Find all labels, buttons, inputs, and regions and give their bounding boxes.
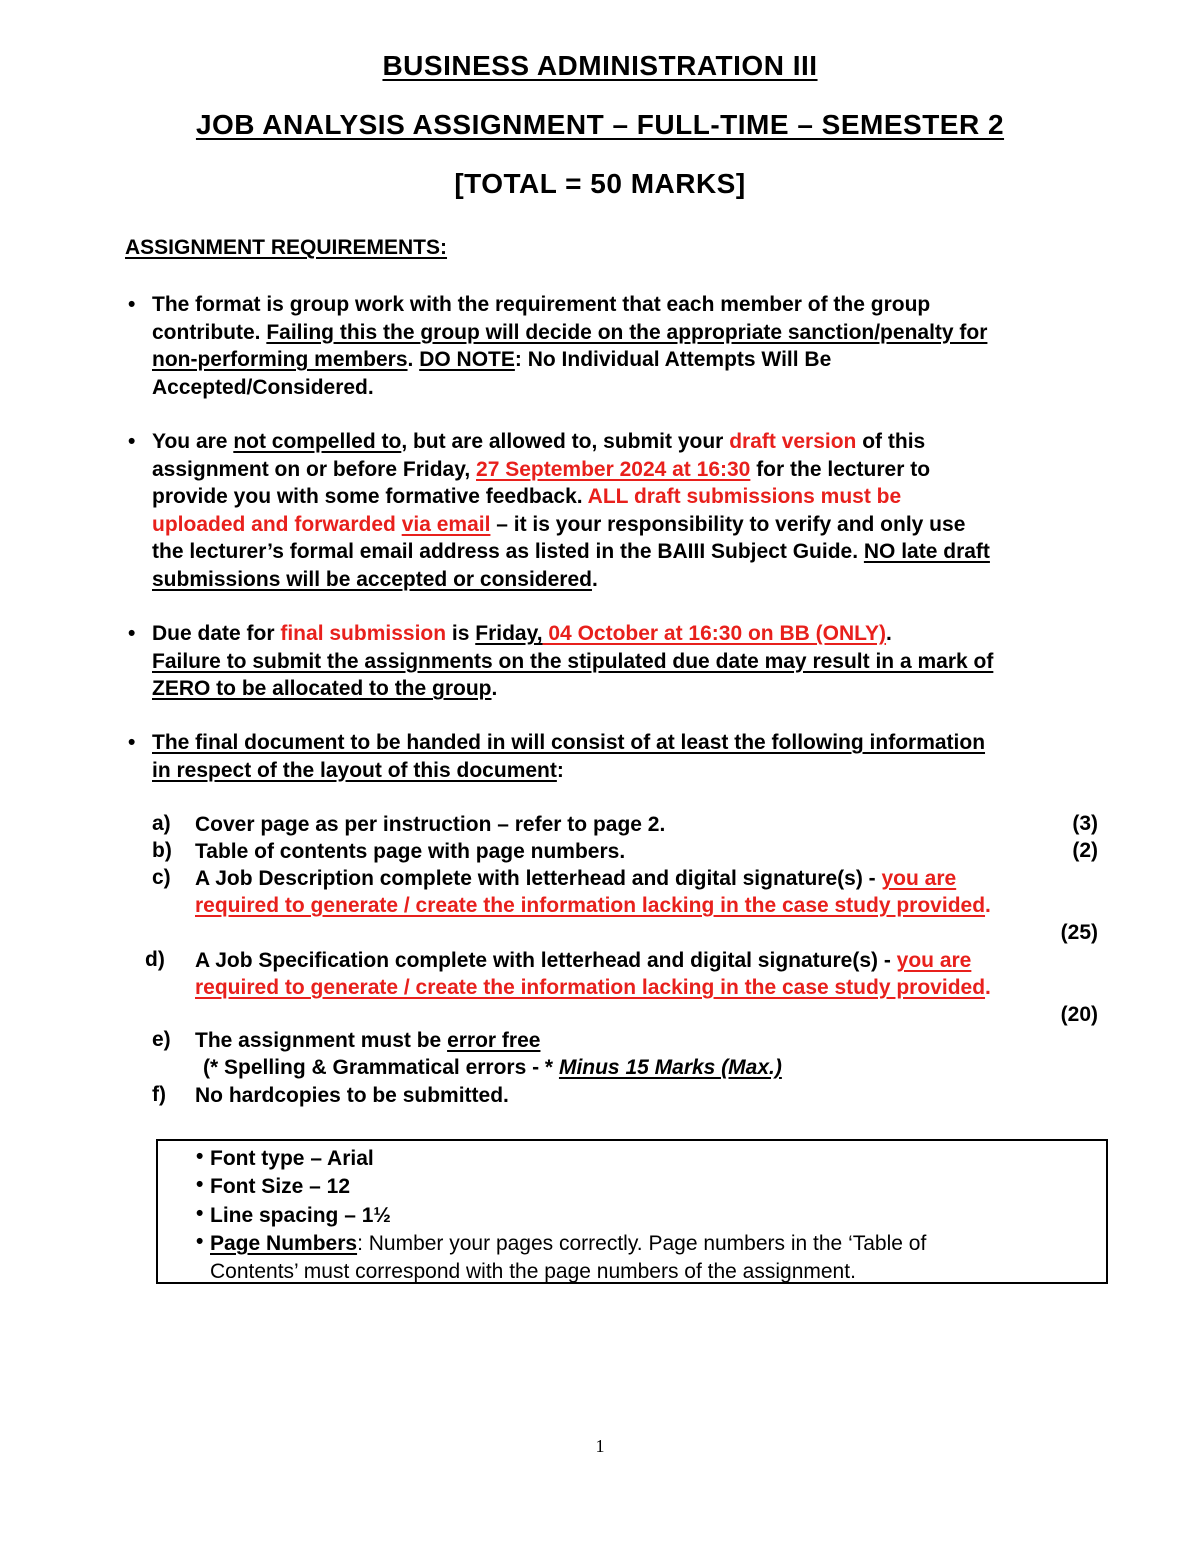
item-a-text: Cover page as per instruction – refer to page 2. — [195, 813, 666, 836]
bullet-due-date: Due date for final submission is Friday, 04 October at 16:30 on BB (ONLY). Failure to submit the assignments on the stipulated due date may result in a mark of ZERO to be allocated to the group. — [152, 622, 994, 701]
item-d-marks: (20) — [1060, 1003, 1098, 1026]
bullet-marker: • — [128, 731, 136, 754]
bullet-draft-submission: You are not compelled to, but are allowed to, submit your draft version of this assignment on or before Friday, 27 September 2024 at 16:30 for the lecturer to provide you with some formative feedback. ALL draft submissions must be uploaded and forwarded via email – it is your responsibility to verify and only use the lecturer’s formal email address as listed in the BAIII Subject Guide. NO late draft submissions will be accepted or considered. — [152, 430, 990, 591]
line-spacing: Line spacing – 1½ — [210, 1204, 391, 1227]
font-size: Font Size – 12 — [210, 1175, 351, 1198]
bullet-group-work: The format is group work with the requirement that each member of the group contribute. Failing this the group will decide on the appropriate sanction/penalty for non-performing members. DO NOTE: No Individual Attempts Will Be Accepted/Considered. — [152, 293, 988, 399]
item-c-marks: (25) — [1060, 921, 1098, 944]
total-marks: [TOTAL = 50 MARKS] — [454, 168, 746, 199]
item-f-label: f) — [152, 1083, 166, 1106]
font-type: Font type – Arial — [210, 1147, 374, 1170]
item-f-text: No hardcopies to be submitted. — [195, 1084, 509, 1107]
item-b-marks: (2) — [1072, 839, 1098, 862]
bullet-final-document: The final document to be handed in will consist of at least the following information in respect of the layout of this document: — [152, 731, 986, 782]
subject-title: BUSINESS ADMINISTRATION III — [382, 50, 818, 81]
item-d-text: A Job Specification complete with letterhead and digital signature(s) - you are required to generate / create the information lacking in the case study provided. — [195, 949, 991, 999]
box-bullet: • — [196, 1145, 204, 1168]
item-d-label: d) — [145, 948, 165, 971]
page-numbers-rule: Page Numbers: Number your pages correctly. Page numbers in the ‘Table of Contents’ must correspond with the page numbers of the assignment. — [210, 1232, 927, 1283]
item-e-label: e) — [152, 1028, 171, 1051]
item-c-text: A Job Description complete with letterhead and digital signature(s) - you are required to generate / create the information lacking in the case study provided. — [195, 867, 991, 917]
formatting-requirements-box — [156, 1139, 1108, 1284]
section-heading: ASSIGNMENT REQUIREMENTS: — [125, 236, 448, 259]
bullet-marker: • — [128, 293, 136, 316]
item-e-text: The assignment must be error free (* Spelling & Grammatical errors - * Minus 15 Marks (Max.) — [195, 1029, 782, 1079]
box-bullet: • — [196, 1230, 204, 1253]
bullet-marker: • — [128, 622, 136, 645]
box-bullet: • — [196, 1173, 204, 1196]
page-number: 1 — [595, 1436, 605, 1456]
item-a-label: a) — [152, 812, 171, 835]
item-a-marks: (3) — [1072, 812, 1098, 835]
item-b-text: Table of contents page with page numbers. — [195, 840, 626, 863]
box-bullet: • — [196, 1202, 204, 1225]
item-b-label: b) — [152, 839, 172, 862]
assignment-title: JOB ANALYSIS ASSIGNMENT – FULL-TIME – SEMESTER 2 — [195, 109, 1005, 140]
bullet-marker: • — [128, 430, 136, 453]
item-c-label: c) — [152, 866, 171, 889]
